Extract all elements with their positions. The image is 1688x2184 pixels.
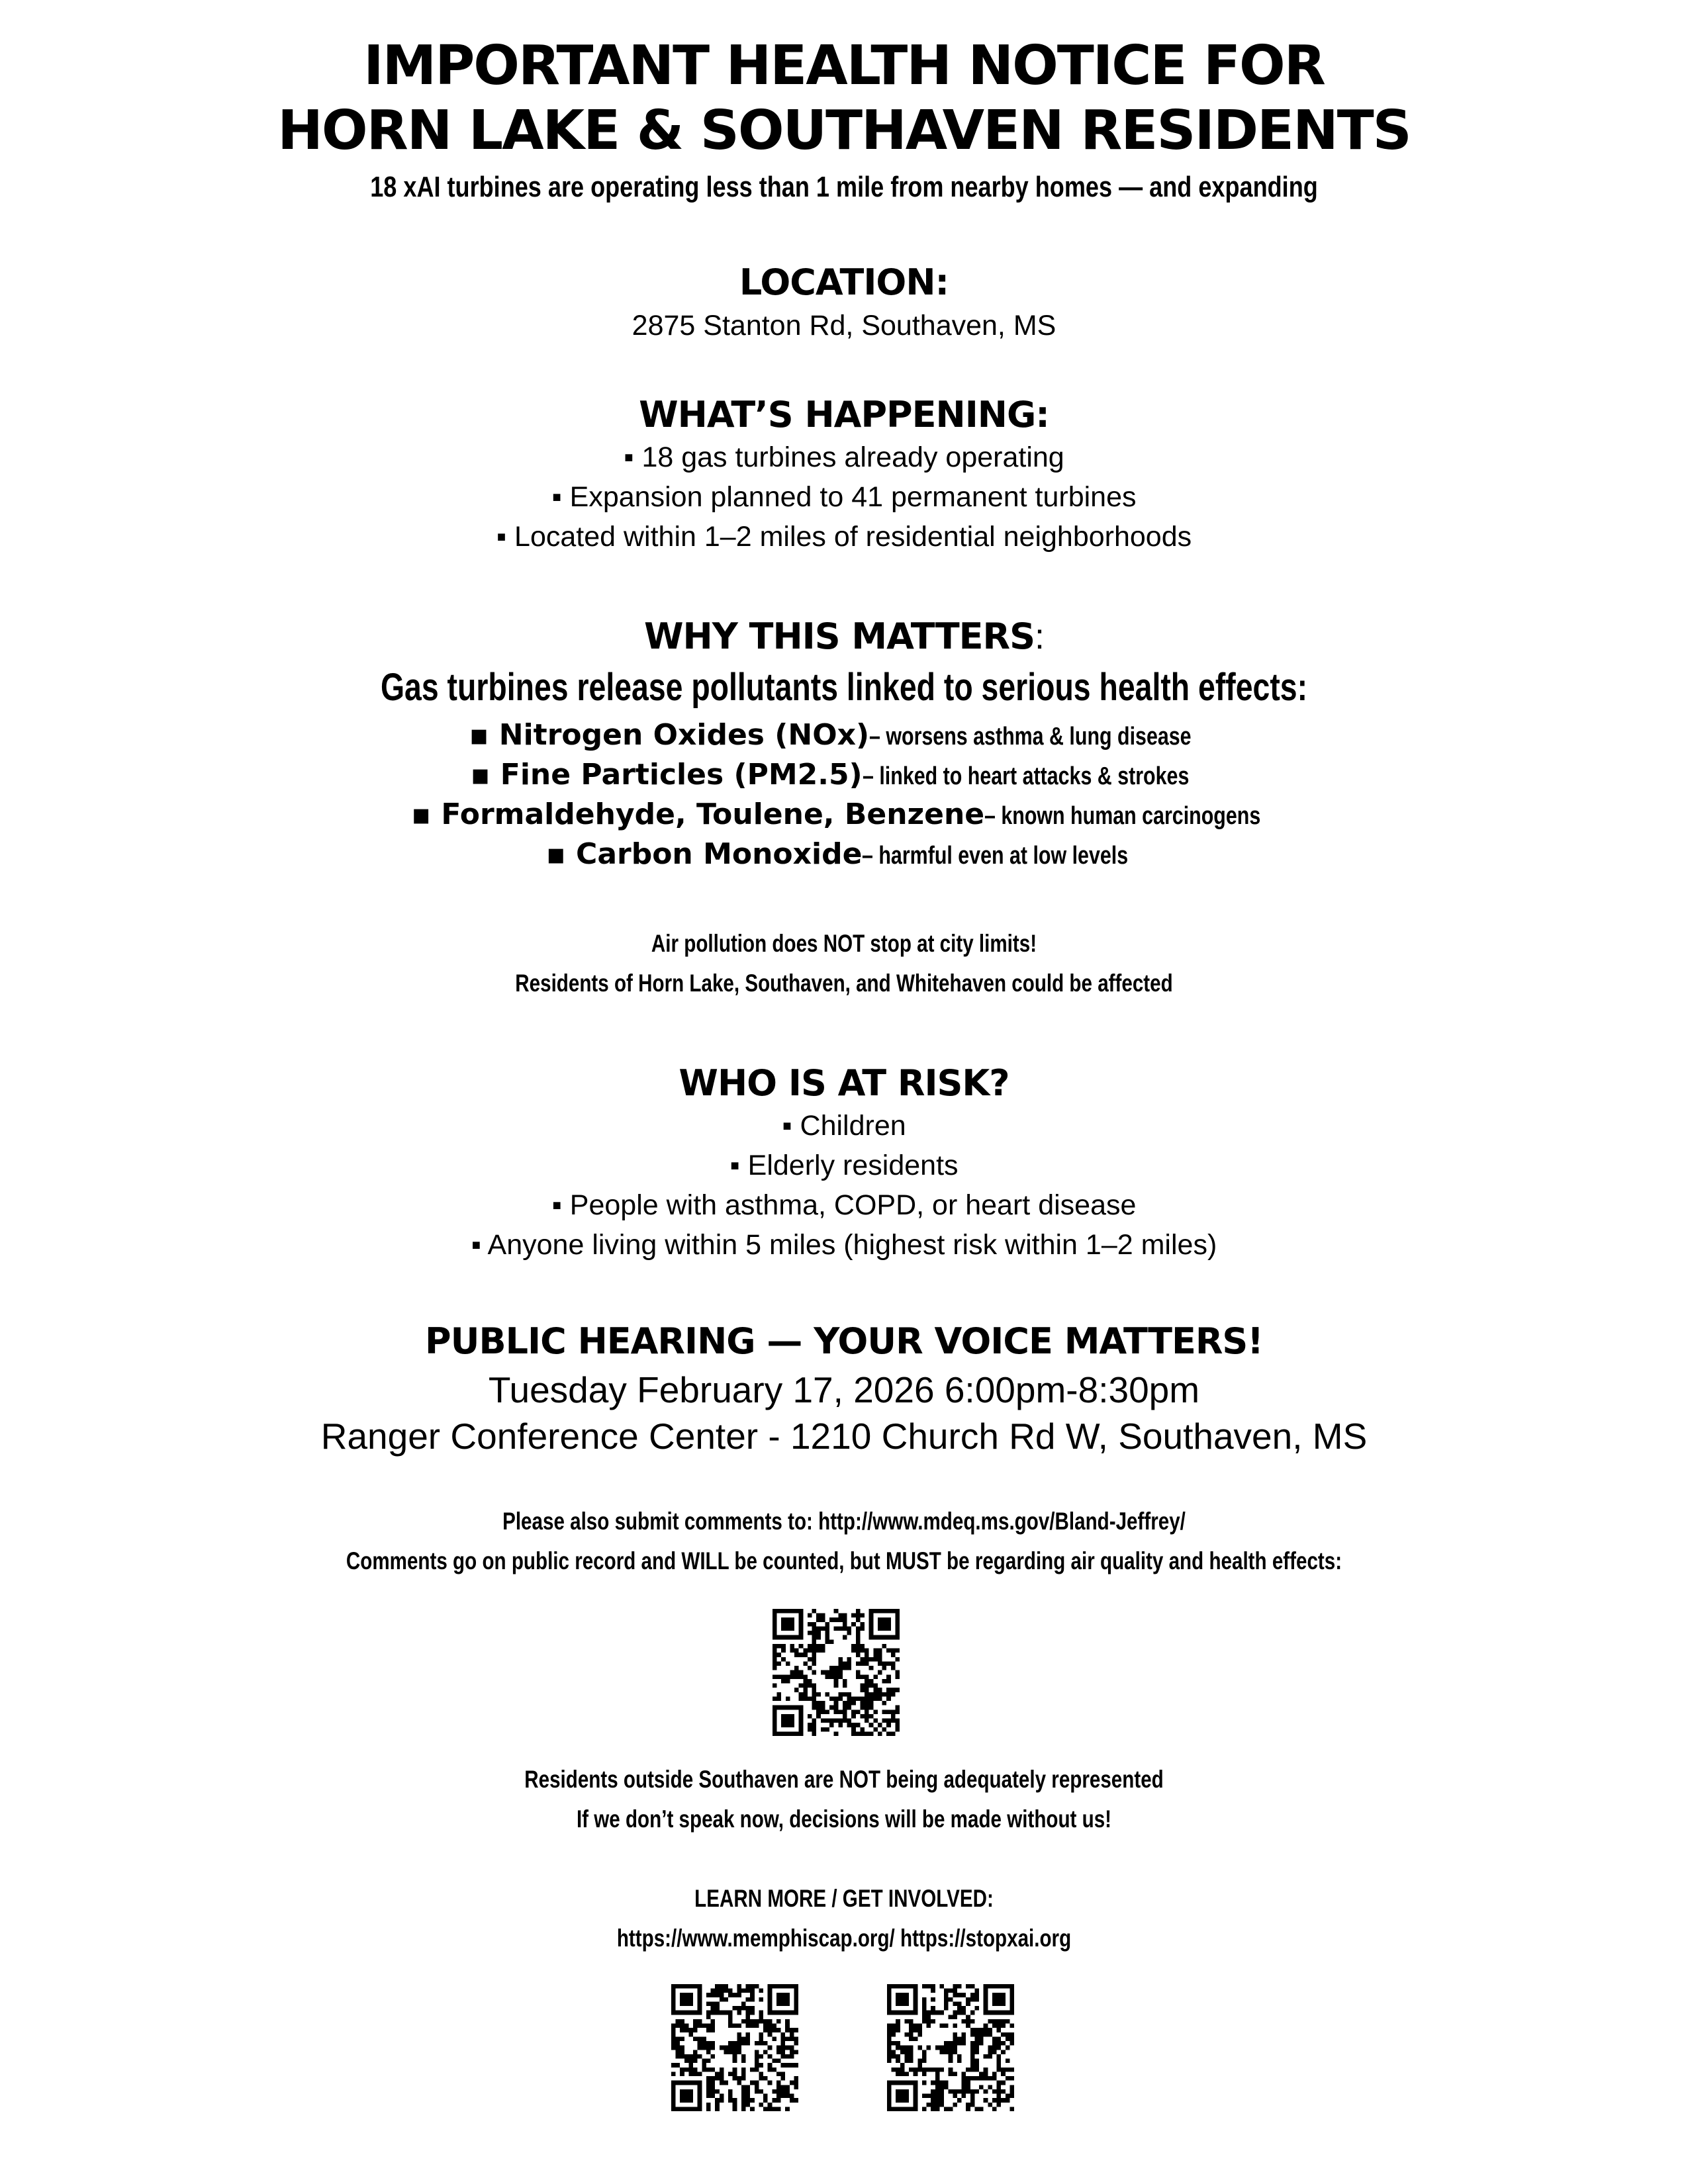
representation-line-2: If we don’t speak now, decisions will be made without us!	[576, 1805, 1112, 1833]
why-intro: Gas turbines release pollutants linked to serious health effects:	[380, 666, 1308, 709]
pollutant-effect: – linked to heart attacks & strokes	[862, 762, 1190, 790]
title-line-2: HORN LAKE & SOUTHAVEN RESIDENTS	[277, 99, 1411, 162]
pollution-note-2: Residents of Horn Lake, Southaven, and Whitehaven could be affected	[515, 970, 1173, 997]
risk-item-4: ▪ Anyone living within 5 miles (highest risk within 1–2 miles)	[471, 1229, 1217, 1261]
location-heading: LOCATION:	[739, 261, 949, 303]
title-line-1: IMPORTANT HEALTH NOTICE FOR	[363, 34, 1325, 97]
qr-code-icon[interactable]	[671, 1984, 798, 2111]
qr-code-icon[interactable]	[887, 1984, 1014, 2111]
hearing-date: Tuesday February 17, 2026 6:00pm-8:30pm	[488, 1369, 1200, 1410]
risk-item-1: ▪ Children	[782, 1110, 906, 1142]
risk-heading: WHO IS AT RISK?	[679, 1062, 1009, 1104]
happening-item-2: ▪ Expansion planned to 41 permanent turbines	[551, 481, 1137, 513]
hearing-venue: Ranger Conference Center - 1210 Church Rd W, Southaven, MS	[320, 1416, 1368, 1457]
pollutant-row	[0, 797, 1688, 831]
location-address: 2875 Stanton Rd, Southaven, MS	[632, 310, 1056, 341]
risk-item-3: ▪ People with asthma, COPD, or heart disease	[551, 1189, 1137, 1221]
pollutant-effect: – known human carcinogens	[984, 802, 1261, 830]
subtitle: 18 xAI turbines are operating less than 1 mile from nearby homes — and expanding	[370, 171, 1318, 203]
why-heading-suffix: :	[1035, 617, 1045, 657]
pollutant-name: ▪ Carbon Monoxide	[545, 837, 863, 871]
pollutant-name: ▪ Fine Particles (PM2.5)	[470, 758, 863, 792]
happening-item-3: ▪ Located within 1–2 miles of residential neighborhoods	[496, 521, 1192, 553]
pollutant-effect: – worsens asthma & lung disease	[869, 723, 1192, 751]
learn-links[interactable]: https://www.memphiscap.org/ https://stopxai.org	[616, 1925, 1072, 1952]
why-heading	[0, 615, 1688, 657]
pollutant-name: ▪ Formaldehyde, Toulene, Benzene	[411, 797, 985, 831]
happening-item-1: ▪ 18 gas turbines already operating	[624, 441, 1064, 473]
representation-line-1: Residents outside Southaven are NOT being adequately represented	[524, 1766, 1164, 1793]
comments-url-line[interactable]: Please also submit comments to: http://www.mdeq.ms.gov/Bland-Jeffrey/	[502, 1508, 1186, 1535]
why-heading-text: WHY THIS MATTERS	[643, 615, 1035, 657]
pollution-note-1: Air pollution does NOT stop at city limits!	[651, 930, 1037, 957]
learn-heading: LEARN MORE / GET INVOLVED:	[694, 1885, 994, 1912]
comments-record-line: Comments go on public record and WILL be counted, but MUST be regarding air quality and health effects:	[346, 1547, 1342, 1574]
hearing-heading: PUBLIC HEARING — YOUR VOICE MATTERS!	[425, 1320, 1263, 1362]
qr-code-icon[interactable]	[773, 1609, 900, 1736]
pollutant-effect: – harmful even at low levels	[862, 842, 1129, 870]
risk-item-2: ▪ Elderly residents	[729, 1150, 959, 1181]
pollutant-row	[0, 837, 1688, 871]
pollutant-row	[0, 718, 1688, 752]
happening-heading: WHAT’S HAPPENING:	[639, 394, 1049, 435]
pollutant-name: ▪ Nitrogen Oxides (NOx)	[469, 718, 870, 752]
pollutant-row	[0, 758, 1688, 792]
